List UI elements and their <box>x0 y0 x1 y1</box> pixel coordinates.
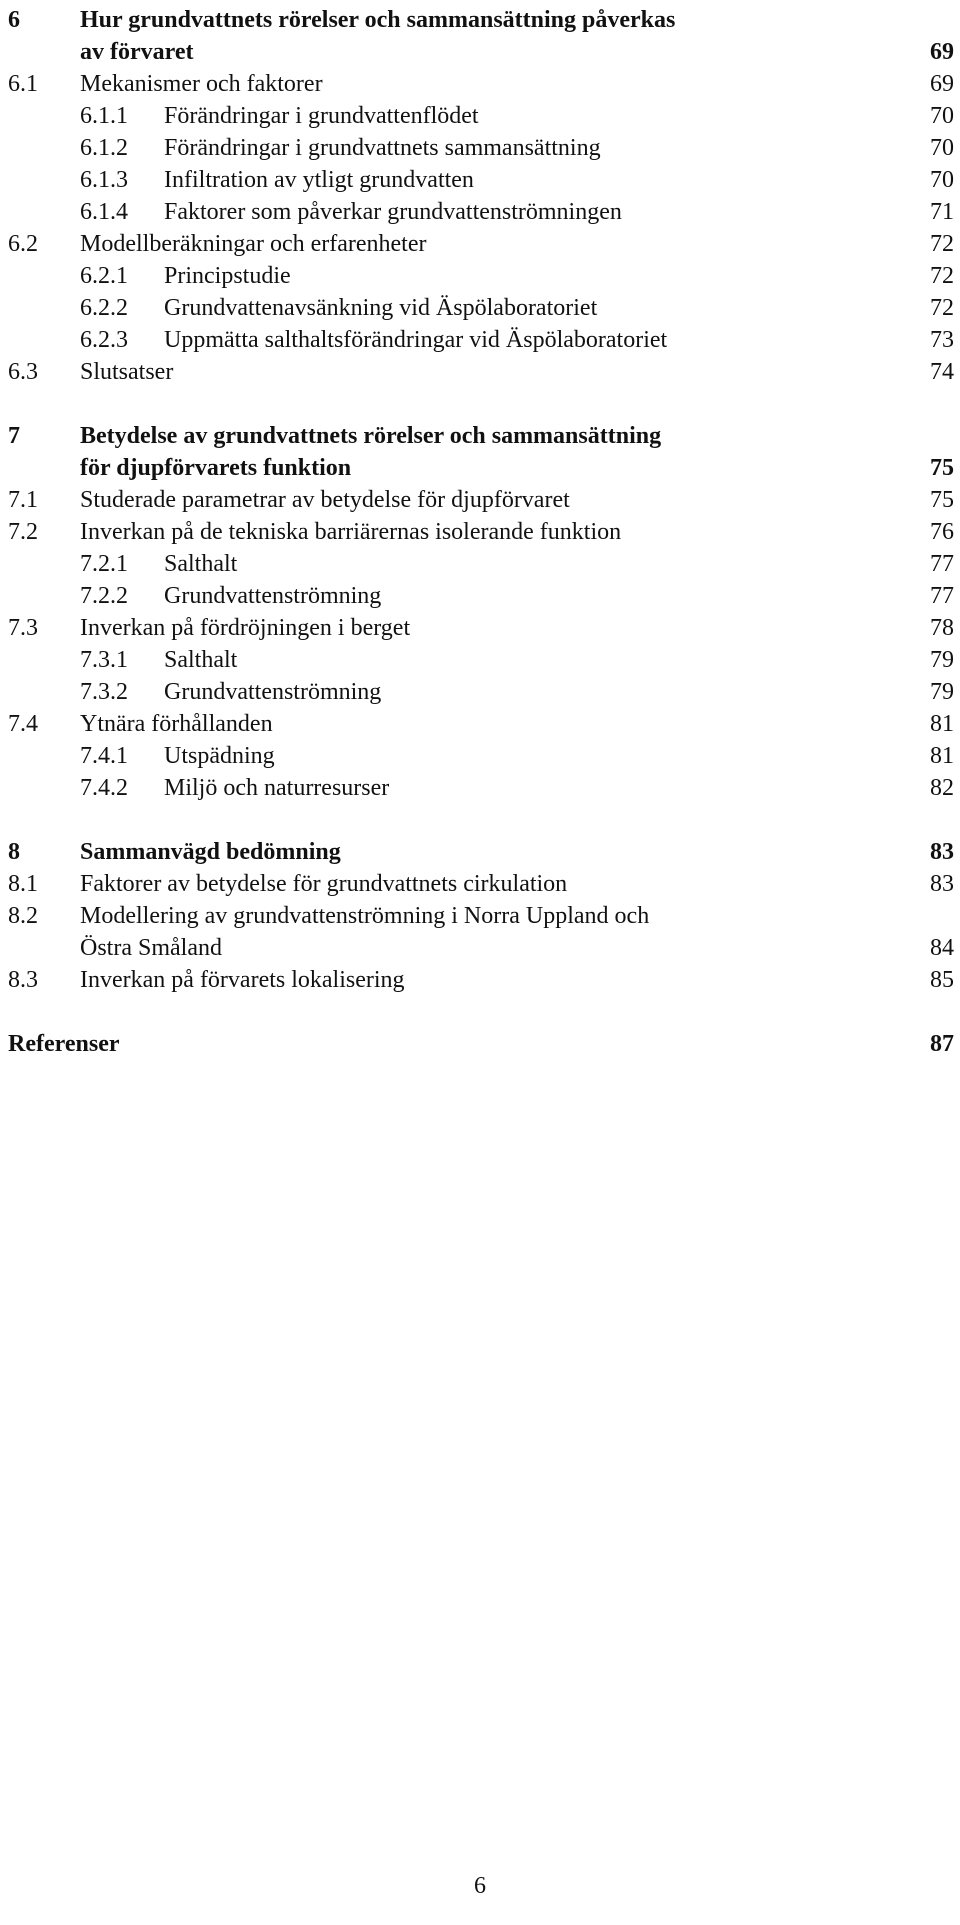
toc-entry-number: 8.2 <box>8 903 38 929</box>
toc-entry-number: 6.1.3 <box>80 167 128 193</box>
toc-entry-title: Grundvattenavsänkning vid Äspölaboratoriet <box>164 295 598 321</box>
toc-entry-page: 85 <box>930 967 954 993</box>
toc-entry-title: Referenser <box>8 1031 120 1057</box>
toc-entry-title: Miljö och naturresurser <box>164 775 390 801</box>
toc-entry-page: 70 <box>930 135 954 161</box>
toc-entry-number: 7.1 <box>8 487 38 513</box>
toc-entry-page: 84 <box>930 935 954 961</box>
toc-entry-title: Faktorer av betydelse för grundvattnets cirkulation <box>80 871 568 897</box>
toc-entry <box>0 196 960 228</box>
toc-entry <box>0 516 960 548</box>
toc-entry <box>0 292 960 324</box>
toc-entry-number: 6.2.3 <box>80 327 128 353</box>
toc-entry <box>0 452 960 484</box>
toc-entry-page: 70 <box>930 167 954 193</box>
toc-entry <box>0 964 960 996</box>
toc-entry-number: 6.3 <box>8 359 38 385</box>
toc-entry-page: 82 <box>930 775 954 801</box>
toc-entry-title: Inverkan på de tekniska barriärernas isolerande funktion <box>80 519 622 545</box>
toc-entry-title: Utspädning <box>164 743 275 769</box>
toc-entry-page: 69 <box>930 39 954 65</box>
toc-entry-title: Modellberäkningar och erfarenheter <box>80 231 427 257</box>
toc-entry-number: 7.2.1 <box>80 551 128 577</box>
toc-entry <box>0 4 960 36</box>
page-number: 6 <box>474 1873 486 1899</box>
toc-entry-number: 6.1.4 <box>80 199 128 225</box>
toc-entry-page: 76 <box>930 519 954 545</box>
toc-entry-number: 7.3.2 <box>80 679 128 705</box>
toc-entry-title: Modellering av grundvattenströmning i Norra Uppland och <box>80 903 650 929</box>
toc-entry <box>0 580 960 612</box>
toc-entry-page: 77 <box>930 551 954 577</box>
toc-entry-page: 72 <box>930 295 954 321</box>
toc-entry-page: 81 <box>930 743 954 769</box>
toc-entry-page: 81 <box>930 711 954 737</box>
toc-entry <box>0 164 960 196</box>
toc-entry-title: Grundvattenströmning <box>164 583 382 609</box>
toc-entry <box>0 324 960 356</box>
toc-entry-title: för djupförvarets funktion <box>80 455 352 481</box>
toc-entry <box>0 100 960 132</box>
toc-entry-number: 7.4.1 <box>80 743 128 769</box>
toc-entry-title: Infiltration av ytligt grundvatten <box>164 167 474 193</box>
toc-entry-number: 8 <box>8 839 20 865</box>
toc-entry <box>0 740 960 772</box>
toc-entry-page: 83 <box>930 839 954 865</box>
toc-entry-title: Mekanismer och faktorer <box>80 71 323 97</box>
toc-entry-title: Östra Småland <box>80 935 222 961</box>
toc-entry <box>0 228 960 260</box>
toc-entry-number: 6.1.1 <box>80 103 128 129</box>
toc-entry-page: 73 <box>930 327 954 353</box>
toc-entry <box>0 900 960 932</box>
toc-entry-title: Betydelse av grundvattnets rörelser och sammansättning <box>80 423 662 449</box>
toc-entry <box>0 836 960 868</box>
toc-entry-title: av förvaret <box>80 39 194 65</box>
toc-entry-title: Ytnära förhållanden <box>80 711 273 737</box>
toc-entry-number: 7.4 <box>8 711 38 737</box>
toc-entry-number: 8.3 <box>8 967 38 993</box>
toc-entry-number: 7 <box>8 423 20 449</box>
toc-entry <box>0 708 960 740</box>
toc-entry-page: 79 <box>930 679 954 705</box>
toc-entry-title: Grundvattenströmning <box>164 679 382 705</box>
toc-entry-page: 72 <box>930 231 954 257</box>
toc-entry <box>0 68 960 100</box>
toc-entry-number: 7.3.1 <box>80 647 128 673</box>
toc-entry-page: 83 <box>930 871 954 897</box>
toc-entry <box>0 548 960 580</box>
toc-entry-title: Förändringar i grundvattnets sammansättning <box>164 135 601 161</box>
toc-entry-number: 7.2.2 <box>80 583 128 609</box>
toc-entry-number: 6.2.1 <box>80 263 128 289</box>
toc-entry-number: 6.1 <box>8 71 38 97</box>
toc-entry <box>0 356 960 388</box>
toc-entry-page: 71 <box>930 199 954 225</box>
toc-entry-number: 7.2 <box>8 519 38 545</box>
toc-entry-title: Uppmätta salthaltsförändringar vid Äspölaboratoriet <box>164 327 668 353</box>
toc-entry <box>0 932 960 964</box>
toc-entry <box>0 484 960 516</box>
toc-entry-page: 69 <box>930 71 954 97</box>
toc-entry-number: 8.1 <box>8 871 38 897</box>
toc-entry-page: 72 <box>930 263 954 289</box>
toc-entry-number: 6.1.2 <box>80 135 128 161</box>
toc-entry <box>0 644 960 676</box>
toc-entry <box>0 420 960 452</box>
toc-entry-title: Hur grundvattnets rörelser och sammansättning påverkas <box>80 7 676 33</box>
toc-entry-number: 6 <box>8 7 20 33</box>
toc-entry-title: Faktorer som påverkar grundvattenströmningen <box>164 199 622 225</box>
toc-entry-title: Salthalt <box>164 551 238 577</box>
toc-entry-title: Förändringar i grundvattenflödet <box>164 103 479 129</box>
toc-entry-page: 78 <box>930 615 954 641</box>
toc-entry <box>0 132 960 164</box>
toc-entry-page: 77 <box>930 583 954 609</box>
toc-entry-number: 7.3 <box>8 615 38 641</box>
toc-entry <box>0 868 960 900</box>
toc-entry <box>0 36 960 68</box>
toc-entry-page: 74 <box>930 359 954 385</box>
toc-entry-title: Salthalt <box>164 647 238 673</box>
toc-entry-number: 7.4.2 <box>80 775 128 801</box>
toc-entry-title: Sammanvägd bedömning <box>80 839 341 865</box>
toc-entry-title: Slutsatser <box>80 359 174 385</box>
toc-entry <box>0 1028 960 1060</box>
toc-entry <box>0 612 960 644</box>
toc-entry-title: Inverkan på förvarets lokalisering <box>80 967 405 993</box>
toc-entry-title: Studerade parametrar av betydelse för djupförvaret <box>80 487 570 513</box>
toc-entry-title: Principstudie <box>164 263 291 289</box>
toc-entry-page: 75 <box>930 487 954 513</box>
toc-entry-number: 6.2.2 <box>80 295 128 321</box>
toc-entry-page: 87 <box>930 1031 954 1057</box>
toc-entry-page: 79 <box>930 647 954 673</box>
toc-entry <box>0 772 960 804</box>
toc-entry <box>0 260 960 292</box>
toc-entry-page: 75 <box>930 455 954 481</box>
toc-entry-number: 6.2 <box>8 231 38 257</box>
toc-entry-title: Inverkan på fördröjningen i berget <box>80 615 411 641</box>
toc-entry <box>0 676 960 708</box>
toc-entry-page: 70 <box>930 103 954 129</box>
